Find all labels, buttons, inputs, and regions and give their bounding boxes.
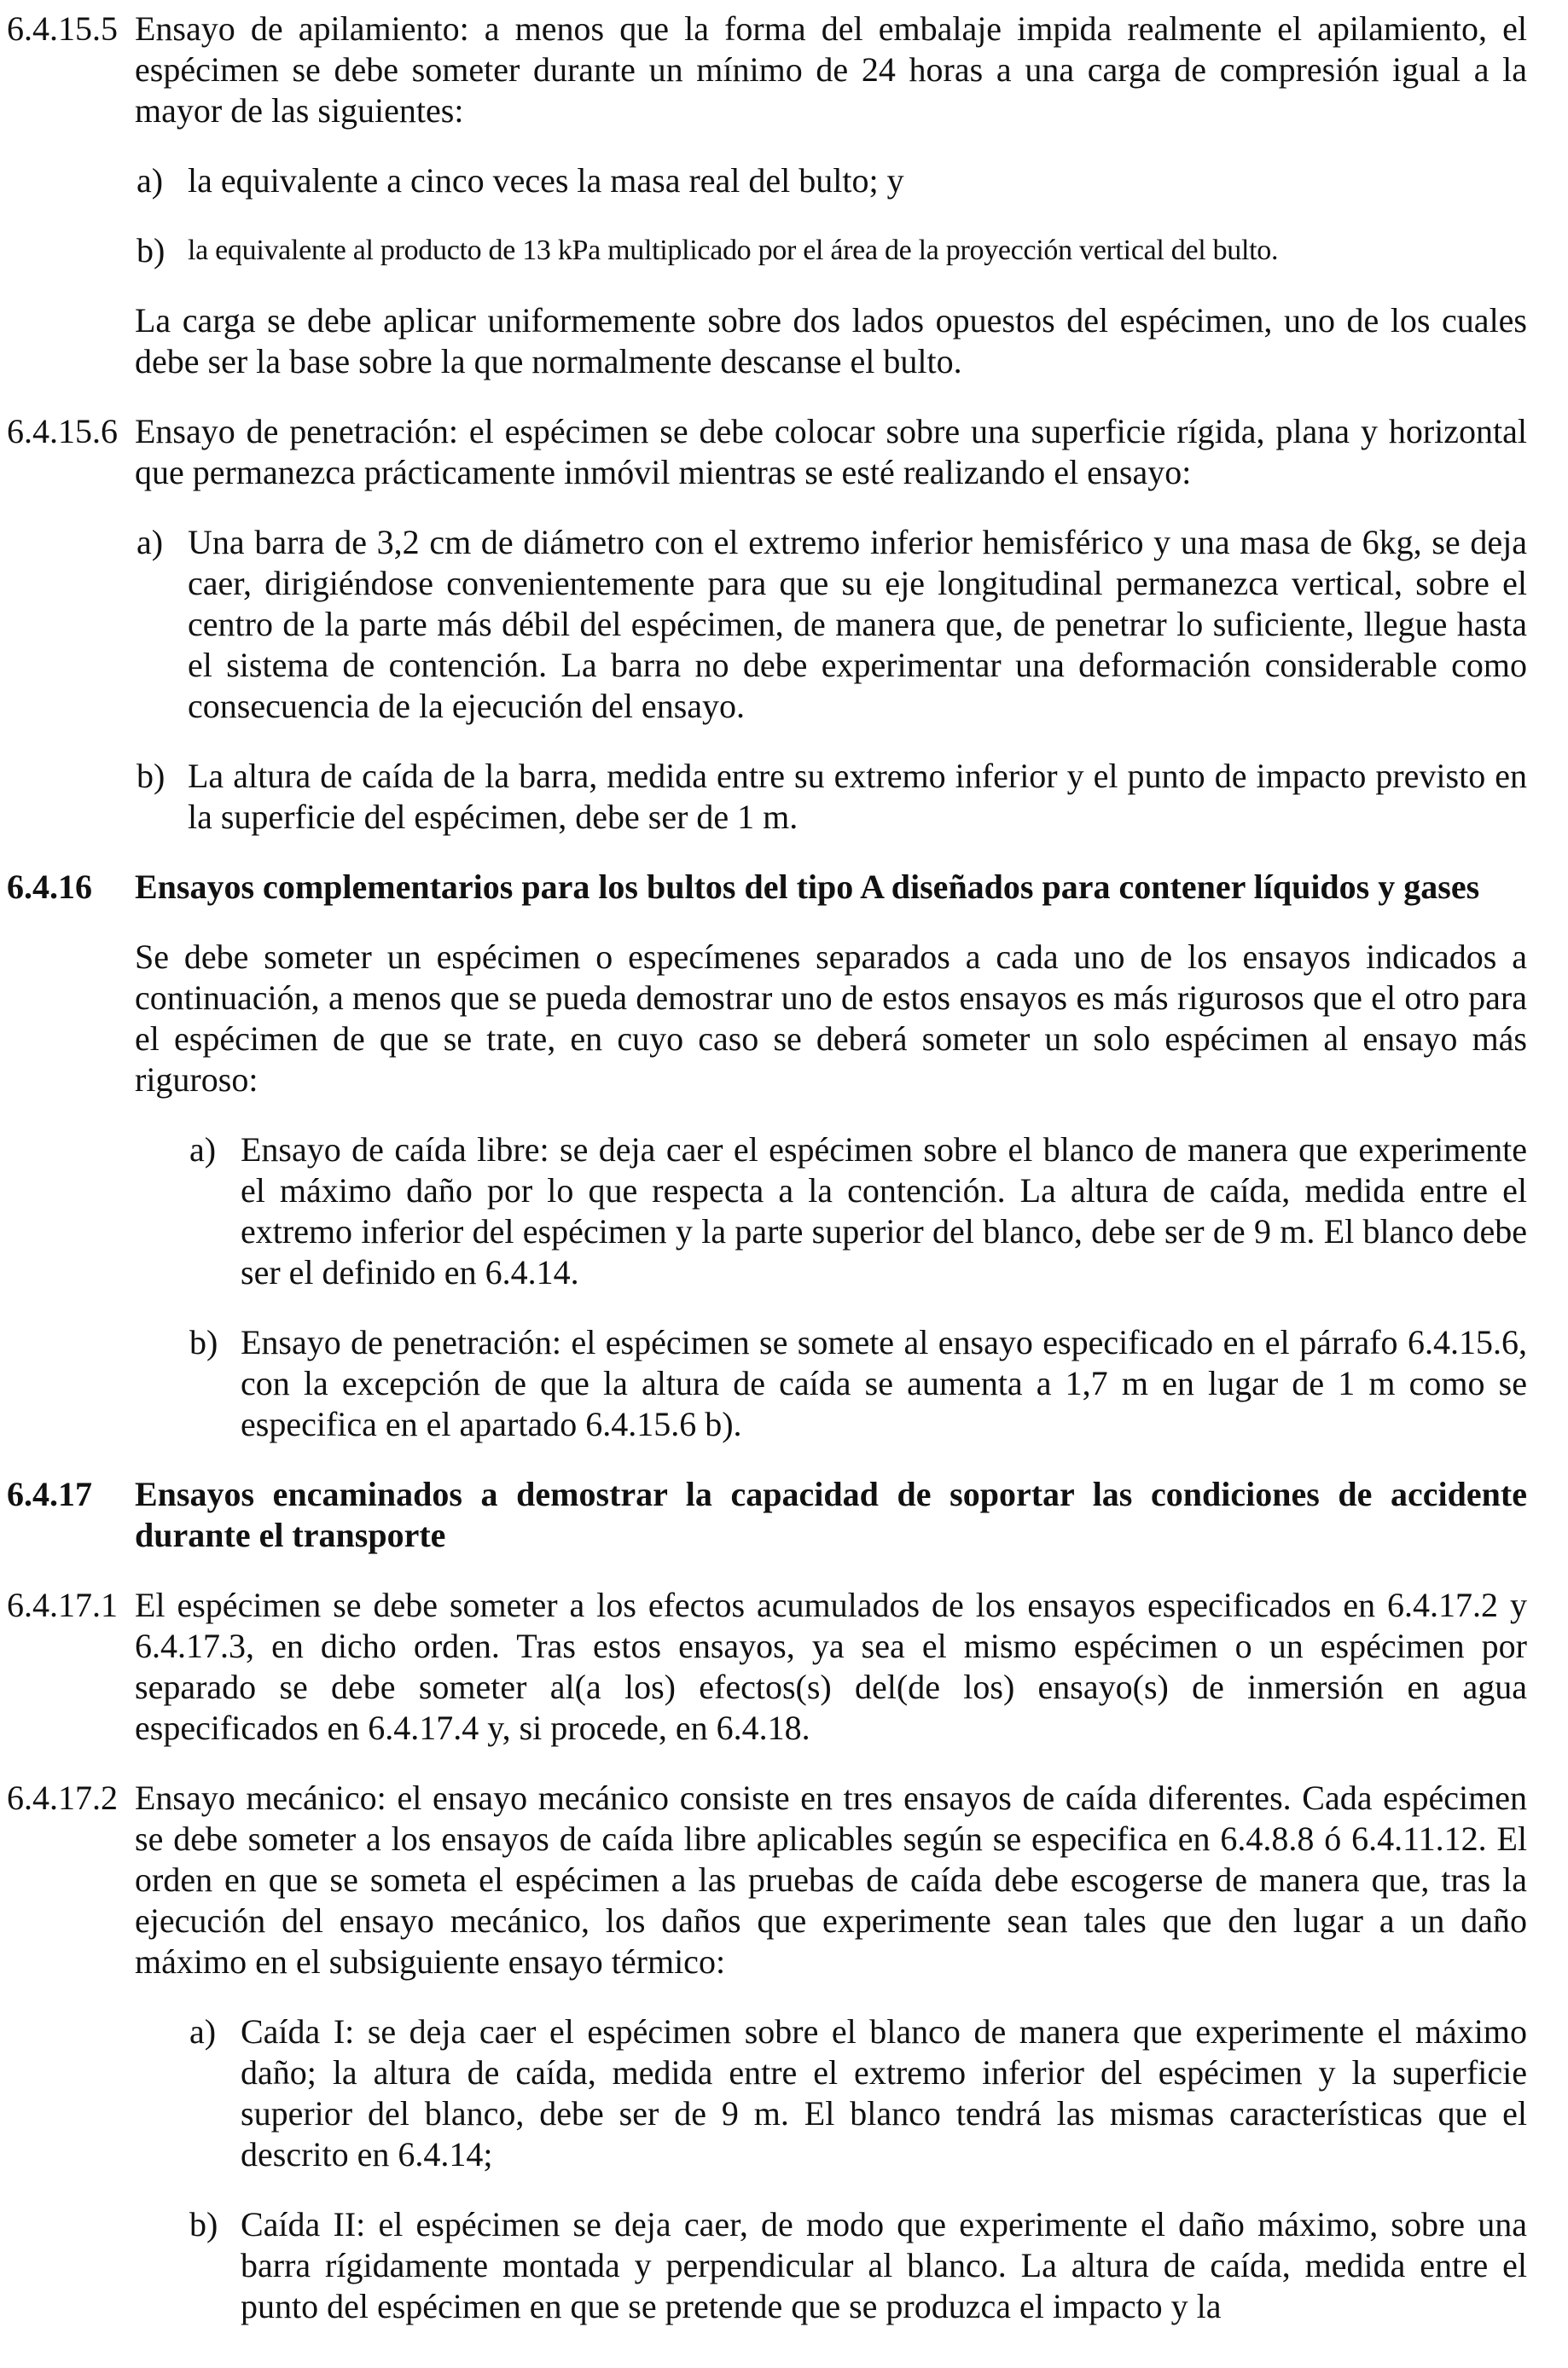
list-item-marker: b) [189,2205,218,2243]
list-item-marker: b) [136,231,166,270]
list-item-text: la equivalente al producto de 13 kPa multiplicado por el área de la proyección vertical del bulto. [188,235,1279,266]
section-number: 6.4.15.6 [7,412,118,450]
paragraph: El espécimen se debe someter a los efectos acumulados de los ensayos especificados en 6.4.17.2 y 6.4.17.3, en dicho orden. Tras estos ensayos, ya sea el mismo espécimen o un espécimen por separado se debe someter al(a los) efectos(s) del(de los) ensayo(s) de inmersión en agua especificados en 6.4.17.4 y, si procede, en 6.4.18. [135,1586,1527,1747]
section [7,1474,1527,1585]
list-item-marker: b) [136,757,166,795]
section-content [135,1474,1527,1585]
section [7,867,1527,1474]
list-item-marker: a) [189,1130,217,1169]
paragraph: Se debe someter un espécimen o especímenes separados a cada uno de los ensayos indicados a continuación, a menos que se pueda demostrar uno de estos ensayos es más rigurosos que el otro para el espécimen de que se trate, en cuyo caso se deberá someter un solo espécimen al ensayo más riguroso: [135,937,1527,1099]
paragraph: Ensayo mecánico: el ensayo mecánico consiste en tres ensayos de caída diferentes. Cada espécimen se debe someter a los ensayos de caída libre aplicables según se especifica en 6.4.8.8 ó 6.4.11.12. El orden en que se someta el espécimen a las pruebas de caída debe escogerse de manera que, tras la ejecución del ensayo mecánico, los daños que experimente sean tales que den lugar a un daño máximo en el subsiguiente ensayo térmico: [135,1779,1527,1981]
list-item [135,2204,1527,2327]
list-item [135,160,1527,201]
section-content [135,867,1527,1474]
list-item-text: La altura de caída de la barra, medida entre su extremo inferior y el punto de impacto previsto en la superficie del espécimen, debe ser de 1 m. [188,757,1527,836]
list-item-text: Ensayo de caída libre: se deja caer el espécimen sobre el blanco de manera que experimente el máximo daño por lo que respecta a la contención. La altura de caída, medida entre el extremo inferior del espécimen y la parte superior del blanco, debe ser de 9 m. El blanco debe ser el definido en 6.4.14. [241,1130,1527,1291]
section-number: 6.4.17 [7,1475,92,1513]
section-content [135,411,1527,867]
section [7,1585,1527,1778]
list-item-text: Una barra de 3,2 cm de diámetro con el extremo inferior hemisférico y una masa de 6kg, se deja caer, dirigiéndose convenientemente para que su eje longitudinal permanezca vertical, sobre el centro de la parte más débil del espécimen, de manera que, de penetrar lo suficiente, llegue hasta el sistema de contención. La barra no debe experimentar una deformación considerable como consecuencia de la ejecución del ensayo. [188,523,1527,725]
paragraph: Ensayo de penetración: el espécimen se debe colocar sobre una superficie rígida, plana y horizontal que permanezca prácticamente inmóvil mientras se esté realizando el ensayo: [135,412,1527,491]
list-item [135,1322,1527,1445]
section-number: 6.4.17.1 [7,1586,118,1624]
list-item-marker: a) [189,2012,217,2051]
section-number: 6.4.16 [7,868,92,906]
list-item [135,1129,1527,1293]
paragraph: Ensayo de apilamiento: a menos que la forma del embalaje impida realmente el apilamiento, el espécimen se debe someter durante un mínimo de 24 horas a una carga de compresión igual a la mayor de las siguientes: [135,9,1527,130]
section-heading: Ensayos encaminados a demostrar la capacidad de soportar las condiciones de accidente durante el transporte [135,1475,1527,1554]
list-item [135,230,1527,271]
section [7,9,1527,411]
list-item-text: Ensayo de penetración: el espécimen se somete al ensayo especificado en el párrafo 6.4.15.6, con la excepción de que la altura de caída se aumenta a 1,7 m en lugar de 1 m como se especifica en el apartado 6.4.15.6 b). [241,1323,1527,1443]
section [7,1778,1527,2356]
list-item [135,756,1527,838]
paragraph: La carga se debe aplicar uniformemente sobre dos lados opuestos del espécimen, uno de los cuales debe ser la base sobre la que normalmente descanse el bulto. [135,301,1527,380]
section-number: 6.4.15.5 [7,9,118,48]
list-item-text: Caída II: el espécimen se deja caer, de modo que experimente el daño máximo, sobre una barra rígidamente montada y perpendicular al blanco. La altura de caída, medida entre el punto del espécimen en que se pretende que se produzca el impacto y la [241,2205,1527,2325]
section [7,411,1527,867]
section-content [135,1778,1527,2356]
list-item-marker: a) [136,523,164,561]
list-item [135,2011,1527,2175]
list-item-marker: a) [136,161,164,200]
section-content [135,1585,1527,1778]
section-content [135,9,1527,411]
list-item-text: Caída I: se deja caer el espécimen sobre el blanco de manera que experimente el máximo daño; la altura de caída, medida entre el extremo inferior del espécimen y la superficie superior del blanco, debe ser de 9 m. El blanco tendrá las mismas características que el descrito en 6.4.14; [241,2012,1527,2174]
list-item-text: la equivalente a cinco veces la masa real del bulto; y [188,161,904,200]
list-item-marker: b) [189,1323,218,1361]
section-heading: Ensayos complementarios para los bultos del tipo A diseñados para contener líquidos y gases [135,868,1480,906]
list-item [135,522,1527,727]
section-number: 6.4.17.2 [7,1779,118,1817]
